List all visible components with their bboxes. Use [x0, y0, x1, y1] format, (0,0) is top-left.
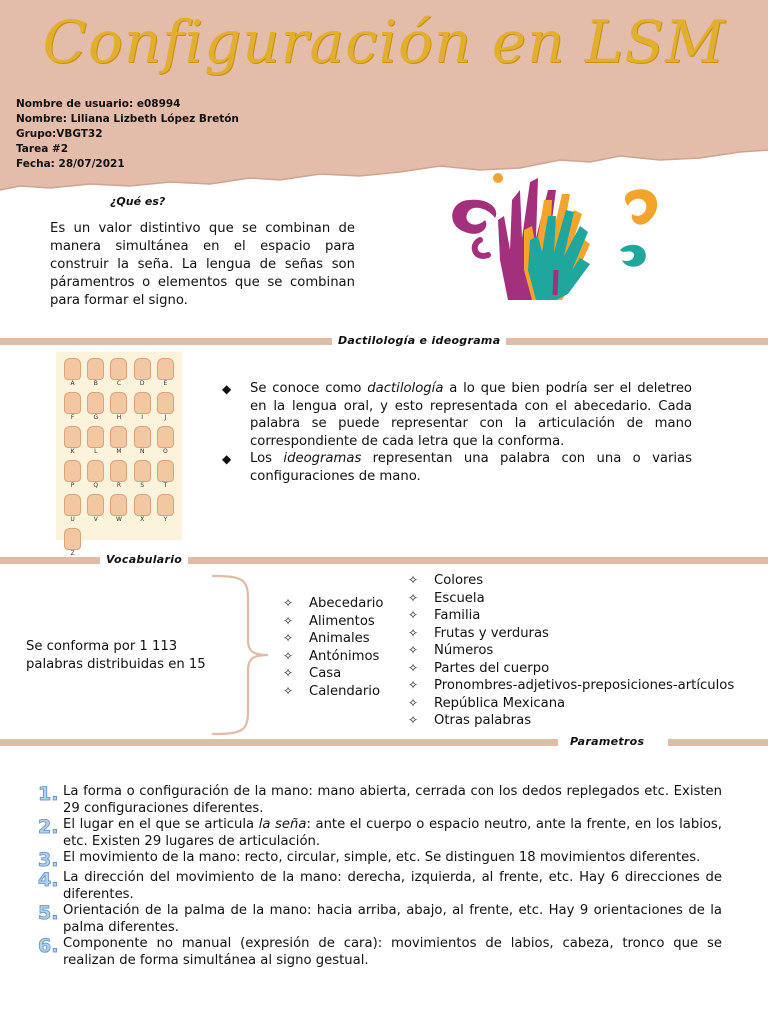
diamond-bullet-icon: ◆	[222, 452, 232, 466]
star-bullet-icon: ✧	[408, 643, 419, 657]
parametro-number: 2.	[38, 816, 59, 838]
vocabulario-heading: Vocabulario	[100, 553, 188, 566]
alphabet-letter: U	[70, 516, 75, 523]
list-item-label: Frutas y verduras	[434, 625, 549, 641]
star-bullet-icon: ✧	[283, 596, 294, 610]
bullet1-text-a: Se conoce como	[250, 381, 368, 396]
dactilologia-heading: Dactilología e ideograma	[332, 334, 506, 347]
list-item-label: Casa	[309, 666, 342, 681]
star-bullet-icon: ✧	[408, 573, 419, 587]
hand-sign-icon	[64, 392, 81, 414]
bullet2-emphasis: ideogramas	[283, 451, 362, 466]
parametro-emphasis: la seña	[258, 817, 307, 832]
list-item-label: Números	[434, 643, 494, 658]
name-text: Nombre: Liliana Lizbeth López Bretón	[16, 113, 239, 125]
star-bullet-icon: ✧	[408, 713, 419, 727]
alphabet-cell	[155, 494, 176, 526]
hand-sign-icon	[64, 494, 81, 516]
alphabet-cell	[62, 460, 83, 492]
hand-sign-icon	[87, 494, 104, 516]
alphabet-letter: E	[163, 380, 168, 387]
alphabet-letter: Y	[163, 516, 168, 523]
alphabet-cell	[108, 426, 129, 458]
list-item	[408, 607, 734, 625]
parametro-text	[63, 817, 722, 850]
list-item	[408, 712, 734, 730]
hands-illustration	[440, 160, 670, 310]
parametro-item	[38, 870, 722, 903]
hand-sign-icon	[134, 460, 151, 482]
list-item-label: Abecedario	[309, 596, 384, 611]
list-item	[283, 648, 383, 666]
alphabet-letter: J	[164, 414, 167, 421]
star-bullet-icon: ✧	[408, 608, 419, 622]
star-bullet-icon: ✧	[408, 695, 419, 710]
alphabet-letter: L	[94, 448, 98, 455]
alphabet-cell	[132, 426, 153, 458]
hand-sign-icon	[157, 392, 174, 414]
alphabet-cell	[132, 392, 153, 424]
alphabet-cell	[62, 528, 83, 560]
hand-sign-icon	[134, 358, 151, 380]
list-item	[283, 613, 383, 631]
alphabet-letter: I	[141, 414, 144, 421]
hand-sign-icon	[157, 358, 174, 380]
star-bullet-icon: ✧	[283, 666, 294, 680]
alphabet-cell	[132, 494, 153, 526]
parametro-number: 5.	[38, 902, 59, 924]
parametro-text-a: El lugar en el que se articula	[63, 817, 259, 832]
bullet1-emphasis: dactilología	[367, 381, 444, 396]
list-item	[408, 642, 734, 660]
group-text: Grupo:VBGT32	[16, 128, 103, 140]
parametro-number: 6.	[38, 935, 59, 957]
hand-sign-icon	[87, 460, 104, 482]
alphabet-cell	[85, 494, 106, 526]
curly-brace-icon	[210, 574, 270, 736]
alphabet-letter: T	[163, 482, 168, 489]
page-title: Configuración en LSM	[42, 8, 726, 76]
date-text: Fecha: 28/07/2021	[16, 158, 125, 170]
hand-sign-icon	[87, 426, 104, 448]
star-bullet-icon: ✧	[283, 613, 294, 628]
star-bullet-icon: ✧	[283, 648, 294, 663]
username-text: Nombre de usuario: e08994	[16, 98, 181, 110]
list-item-label: Calendario	[309, 683, 381, 699]
hand-sign-icon	[110, 392, 127, 414]
alphabet-cell	[108, 392, 129, 424]
alphabet-cell	[108, 358, 129, 390]
hand-sign-icon	[157, 494, 174, 516]
star-bullet-icon: ✧	[408, 678, 419, 692]
alphabet-letter: H	[116, 414, 122, 421]
alphabet-cell	[62, 426, 83, 458]
hand-sign-icon	[110, 494, 127, 516]
alphabet-letter: K	[70, 448, 75, 455]
vocabulario-list-1	[283, 595, 383, 700]
alphabet-letter: C	[116, 380, 122, 387]
parametro-text: La forma o configuración de la mano: mano abierta, cerrada con los dedos replegados etc. Existen 29 configuraciones diferentes.	[63, 784, 722, 816]
parametros-heading: Parametros	[564, 735, 650, 748]
list-item-label: Pronombres-adjetivos-preposiciones-artículos	[434, 678, 735, 693]
hand-sign-icon	[64, 358, 81, 380]
parametros-list	[38, 784, 722, 969]
hand-sign-icon	[87, 358, 104, 380]
alphabet-letter: G	[93, 414, 99, 421]
list-item	[408, 590, 734, 608]
list-item-label: Antónimos	[309, 648, 380, 664]
list-item	[283, 683, 383, 701]
section-divider-parametros-right	[668, 739, 768, 746]
hand-sign-icon	[64, 460, 81, 482]
hand-sign-icon	[110, 460, 127, 482]
alphabet-cell	[155, 460, 176, 492]
parametro-text-b: : ante el cuerpo o espacio neutro, ante la frente, en los labios, etc. Existen 29 lugares de articulación.	[63, 817, 722, 849]
star-bullet-icon: ✧	[283, 631, 294, 645]
star-bullet-icon: ✧	[283, 683, 294, 698]
alphabet-cell	[62, 494, 83, 526]
list-item	[408, 625, 734, 643]
alphabet-letter: A	[70, 380, 75, 387]
alphabet-grid	[56, 352, 182, 566]
parametro-item	[38, 784, 722, 817]
hand-sign-icon	[134, 494, 151, 516]
parametro-number: 3.	[38, 849, 59, 871]
parametro-item	[38, 903, 722, 936]
alphabet-cell	[132, 358, 153, 390]
bullet-dactilologia	[222, 380, 692, 450]
what-is-text: Es un valor distintivo que se combinan de manera simultánea en el espacio para construir la seña. La lengua de señas son páramentros o elementos que se combinan para formar el signo.	[50, 221, 355, 308]
alphabet-cell	[85, 392, 106, 424]
alphabet-letter: D	[139, 380, 145, 387]
list-item-label: Partes del cuerpo	[434, 660, 550, 676]
list-item-label: Escuela	[434, 590, 485, 606]
hand-sign-icon	[87, 392, 104, 414]
alphabet-cell	[85, 460, 106, 492]
alphabet-letter: S	[140, 482, 145, 489]
alphabet-letter: P	[70, 482, 75, 489]
hand-sign-icon	[64, 528, 81, 550]
hand-sign-icon	[134, 426, 151, 448]
parametro-text: Orientación de la palma de la mano: hacia arriba, abajo, al frente, etc. Hay 9 orientaciones de la palma diferentes.	[63, 903, 722, 935]
alphabet-letter: Q	[93, 482, 99, 489]
alphabet-cell	[155, 358, 176, 390]
diamond-bullet-icon: ◆	[222, 382, 232, 396]
bullet2-text-a: Los	[250, 451, 284, 466]
list-item-label: Colores	[434, 573, 484, 588]
hand-sign-icon	[157, 460, 174, 482]
alphabet-letter: R	[116, 482, 122, 489]
hand-sign-icon	[110, 426, 127, 448]
what-is-heading: ¿Qué es?	[110, 195, 166, 208]
bullet-ideogramas	[222, 450, 692, 485]
alphabet-cell	[108, 494, 129, 526]
hand-sign-icon	[64, 426, 81, 448]
star-bullet-icon: ✧	[408, 590, 419, 605]
alphabet-letter: B	[93, 380, 98, 387]
list-item	[283, 665, 383, 683]
parametro-item	[38, 936, 722, 969]
alphabet-cell	[155, 426, 176, 458]
parametro-text: La dirección del movimiento de la mano: derecha, izquierda, al frente, etc. Hay 6 direcciones de diferentes.	[63, 870, 722, 902]
list-item-label: Alimentos	[309, 613, 375, 629]
alphabet-letter: X	[140, 516, 145, 523]
alphabet-letter: V	[93, 516, 98, 523]
parametro-number: 1.	[38, 783, 59, 805]
alphabet-letter: O	[163, 448, 168, 455]
list-item	[408, 695, 734, 713]
list-item	[408, 572, 734, 590]
parametro-item	[38, 817, 722, 850]
alphabet-letter: Z	[70, 550, 75, 557]
parametro-text: El movimiento de la mano: recto, circular, simple, etc. Se distinguen 18 movimientos diferentes.	[63, 850, 701, 865]
list-item-label: Familia	[434, 608, 481, 623]
alphabet-cell	[85, 358, 106, 390]
dactilologia-bullets	[222, 380, 692, 485]
section-divider-parametros-left	[0, 739, 558, 746]
list-item	[408, 677, 734, 695]
star-bullet-icon: ✧	[408, 625, 419, 640]
alphabet-cell	[62, 392, 83, 424]
vocabulario-summary: Se conforma por 1 113 palabras distribuidas en 15	[26, 639, 206, 672]
list-item	[408, 660, 734, 678]
star-bullet-icon: ✧	[408, 660, 419, 675]
list-item-label: Otras palabras	[434, 713, 532, 728]
parametro-item	[38, 850, 722, 870]
hand-sign-icon	[110, 358, 127, 380]
task-text: Tarea #2	[16, 143, 69, 155]
list-item-label: Animales	[309, 631, 370, 646]
vocabulario-list-2	[408, 572, 734, 730]
list-item-label: República Mexicana	[434, 695, 566, 711]
alphabet-cell	[132, 460, 153, 492]
bullet1-text-b: a lo que bien podría ser el deletreo en la lengua oral, y esto representada con el abecedario. Cada palabra se puede representar con la articulación de mano correspondiente de cada letra que la conforma.	[250, 381, 692, 449]
list-item	[283, 595, 383, 613]
alphabet-letter: M	[116, 448, 122, 455]
alphabet-letter: W	[116, 516, 122, 523]
hand-sign-icon	[157, 426, 174, 448]
alphabet-letter: N	[139, 448, 145, 455]
alphabet-letter: F	[70, 414, 75, 421]
alphabet-cell	[108, 460, 129, 492]
parametro-number: 4.	[38, 869, 59, 891]
alphabet-cell	[155, 392, 176, 424]
alphabet-chart-image	[56, 352, 182, 557]
alphabet-cell	[85, 426, 106, 458]
list-item	[283, 630, 383, 648]
parametro-text: Componente no manual (expresión de cara): movimientos de labios, cabeza, tronco que se realizan de forma simultánea al signo gestual.	[63, 936, 722, 968]
bullet2-text-b: representan una palabra con una o varias configuraciones de mano.	[250, 451, 692, 484]
alphabet-cell	[62, 358, 83, 390]
hand-sign-icon	[134, 392, 151, 414]
